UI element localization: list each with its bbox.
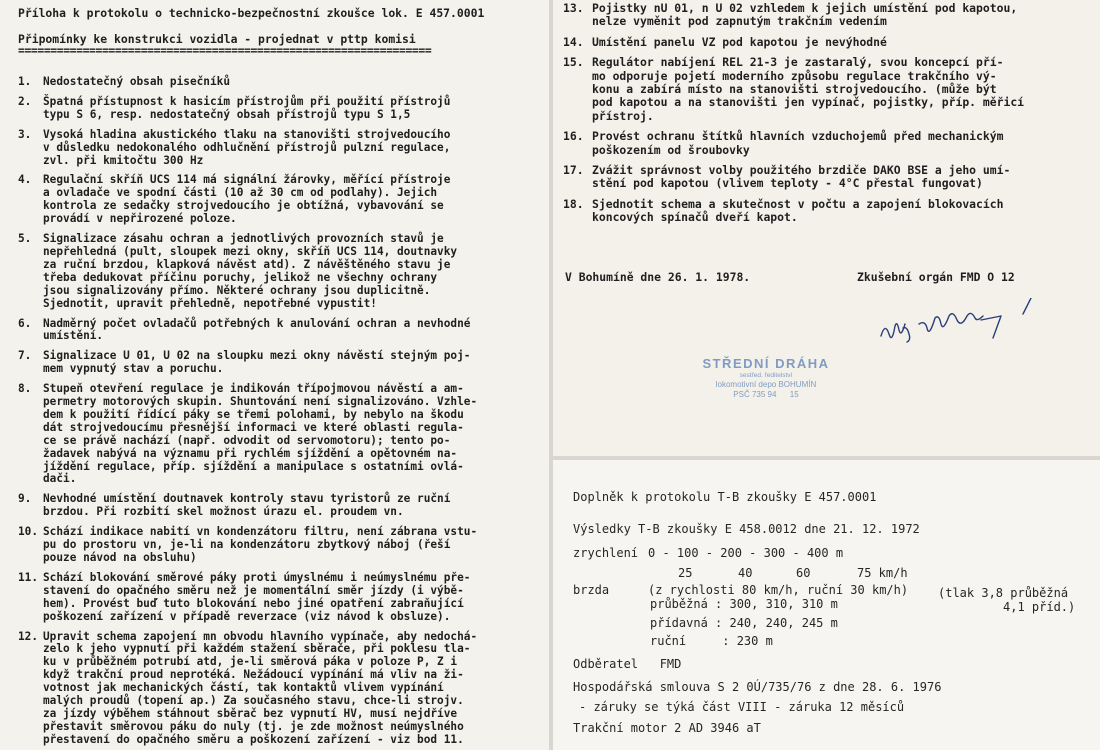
remark-line: Regulační skříň UCS 114 má signální žárovky, měřící přístroje [43, 173, 451, 187]
remark-number: 13. [563, 1, 584, 15]
remark-line: Umístění panelu VZ pod kapotou je nevýhodné [592, 34, 887, 49]
remark-text [43, 129, 450, 168]
remark-line: žadavek nabývá na významu při rychlém sjíždění a opětovném na- [43, 446, 458, 460]
remark-line: třeba dedukovat příčinu poruchy, jelikož ne všechny ochrany [43, 270, 438, 284]
remark-item [563, 164, 1088, 191]
remark-line: Nadměrný počet ovladačů potřebných k anulování ochran a nevhodné [43, 316, 471, 330]
remark-number: 7. [18, 349, 32, 363]
customer-line: Odběratel FMD [573, 657, 682, 671]
remark-number: 5. [18, 232, 32, 246]
remark-text [592, 130, 1003, 157]
remark-line: typu S 6, resp. nedostatečný obsah přístrojů typu S 1,5 [43, 107, 411, 121]
place-date: V Bohumíně dne 26. 1. 1978. [565, 270, 751, 284]
remark-line: zelo k jeho vypnutí při každém stažení sběrače, při poklesu tla- [43, 642, 471, 656]
remark-line: stění pod kapotou (vlivem teploty - 4°C přestal fungovat) [592, 176, 983, 191]
protocol-page-left [0, 0, 549, 750]
remarks-list [18, 76, 539, 747]
remark-item [18, 233, 539, 310]
remark-line: za jízdy výběhem stáhnout sběrač bez vypnutí HV, musí nejdříve [43, 706, 458, 720]
remark-line: Nedostatečný obsah pisečníků [43, 75, 231, 88]
remark-item [563, 36, 1088, 49]
accel-speed-3: 60 [796, 566, 811, 580]
remark-line: provádí v nepřirozené poloze. [43, 212, 237, 226]
remark-line: Upravit schema zapojení mn obvodu hlavního vypínače, aby nedochá- [43, 629, 478, 643]
remark-line: koncových spínačů dveří kapot. [592, 210, 798, 225]
remark-text [43, 383, 477, 486]
remark-line: pouze návod na obsluhu) [43, 551, 197, 564]
remark-line: přestavení do opačného směru a poškození zařízení - viz bod 11. [43, 732, 464, 746]
remark-text [43, 526, 477, 565]
remark-item [18, 383, 539, 486]
testing-authority: Zkušební orgán FMD O 12 [857, 270, 1015, 284]
remark-item [18, 493, 539, 519]
remark-number: 16. [563, 129, 584, 144]
remark-line: Provést ochranu štítků hlavních vzduchojemů před mechanickým [592, 129, 1004, 144]
brake-label: brzda [573, 583, 610, 597]
test-results-line: Výsledky T-B zkoušky E 458.0012 dne 21. 12. 1972 [573, 522, 920, 536]
remark-number: 3. [18, 127, 32, 141]
remark-line: Pojistky nU 01, n U 02 vzhledem k jejich umístění pod kapotou, [592, 1, 1018, 15]
remark-text [43, 174, 450, 226]
remark-line: Regulátor nabíjení REL 21-3 je zastaralý, svou koncepcí pří- [592, 55, 1004, 70]
remark-number: 14. [563, 34, 584, 49]
accel-speed-1: 25 [678, 566, 693, 580]
remark-line: brzdou. Při rozbití skel možnost úrazu el. proudem vn. [43, 505, 404, 519]
remark-number: 4. [18, 173, 32, 187]
remark-line: kontrola ze sedačky strojvedoucího je obtížná, vybavování se [43, 199, 444, 213]
traction-motor-line: Trakční motor 2 AD 3946 aT [573, 721, 761, 735]
remark-number: 12. [18, 629, 39, 643]
remark-number: 18. [563, 196, 584, 211]
remark-number: 9. [18, 492, 32, 506]
remark-text [43, 233, 457, 310]
remark-line: přístroj. [592, 108, 654, 123]
remark-line: dát strojvedoucímu přesnější informaci ve které oblasti regula- [43, 420, 464, 434]
remark-text [592, 56, 1024, 123]
remark-line: mo odporuje pojetí moderního způsobu regulace trakčního vý- [592, 68, 997, 83]
remark-line: a ovladače ve spodní části (10 až 30 cm od podlahy). Jejich [43, 186, 438, 200]
brake-continuous: průběžná : 300, 310, 310 m [650, 597, 838, 611]
remark-item [563, 2, 1088, 29]
remark-line: dem k použití řídící páky se třemi polohami, by nebylo na škodu [43, 407, 464, 421]
document-title: Příloha k protokolu o technicko-bezpečnostní zkoušce lok. E 457.0001 [18, 6, 485, 20]
remark-text [43, 572, 470, 624]
protocol-page-right [553, 0, 1100, 456]
remark-number: 11. [18, 570, 39, 584]
remark-line: v důsledku nedokonalého odhlučnění přístrojů pulzní regulace, [43, 140, 451, 154]
remark-line: stavení do opačného směru než je momentální směr jízdy (i výbě- [43, 583, 464, 597]
remark-line: Sjednotit schema a skutečnost v počtu a zapojení blokovacích [592, 196, 1004, 211]
remark-text [592, 164, 1010, 191]
supplement-title: Doplněk k protokolu T-B zkoušky E 457.0001 [573, 490, 877, 504]
remark-line: Signalizace zásahu ochran a jednotlivých provozních stavů je [43, 232, 444, 246]
remark-item [18, 96, 539, 122]
contract-line: Hospodářská smlouva S 2 0Ú/735/76 z dne 28. 6. 1976 [573, 680, 942, 694]
remark-item [18, 318, 539, 344]
remark-line: Sjednotit, upravit přehledně, nepotřebné vypustit! [43, 296, 377, 310]
remark-number: 10. [18, 525, 39, 539]
remark-text [43, 318, 470, 344]
remark-line: Stupeň otevření regulace je indikován třípojmovou návěstí a am- [43, 382, 464, 396]
remark-line: malých proudů (topení ap.) Za současného stavu, chce-li strojv. [43, 694, 464, 708]
remark-item [563, 198, 1088, 225]
remark-text [43, 350, 470, 376]
remark-line: umístění. [43, 329, 104, 343]
remark-line: mem vypnutý stav a poruchu. [43, 362, 224, 376]
supplement-page [553, 460, 1100, 750]
brake-conditions: (z rychlosti 80 km/h, ruční 30 km/h) [648, 583, 909, 597]
remark-line: Vysoká hladina akustického tlaku na stanovišti strojvedoucího [43, 127, 451, 141]
accel-speed-4: 75 km/h [857, 566, 908, 580]
remark-line: Špatná přístupnost k hasicím přístrojům při použití přístrojů [43, 94, 451, 108]
signature-line [565, 270, 1085, 284]
remark-number: 6. [18, 316, 32, 330]
remark-line: když trakční proud neprotéká. Nežádoucí vypínání má vliv na ži- [43, 668, 464, 682]
remark-line: Schází indikace nabití vn kondenzátoru filtru, není zábrana vstu- [43, 525, 478, 539]
remark-line: Signalizace U 01, U 02 na sloupku mezi okny návěstí stejným poj- [43, 349, 471, 363]
remark-line: pu do prostoru vn, je-li na kondenzátoru zbytkový náboj (řeší [43, 538, 451, 552]
handwritten-signature [873, 298, 1073, 348]
remark-line: ku v průběžném potrubí atd, je-li směrová páka v poloze P, Z i [43, 655, 458, 669]
remark-line: Schází blokování směrové páky proti úmyslnému i neúmyslnému pře- [43, 570, 471, 584]
remark-item [18, 174, 539, 226]
double-rule: ================================================================ [18, 46, 432, 54]
remark-text [43, 631, 477, 747]
accel-speed-2: 40 [738, 566, 753, 580]
remark-item [563, 56, 1088, 123]
remark-text [592, 36, 887, 49]
remark-line: poškození zařízení v případě reverzace (viz návod k obsluze). [43, 609, 451, 623]
remark-item [563, 130, 1088, 157]
remark-line: nepřehledná (pult, sloupek mezi okny, skříň UCS 114, doutnavky [43, 244, 458, 258]
remark-text [43, 493, 450, 519]
remark-line: zvl. při kmitočtu 300 Hz [43, 153, 204, 167]
official-stamp: STŘEDNÍ DRÁHA sestřed. ředitelství lokomotivní depo BOHUMÍN PSČ 735 94 15 [702, 356, 830, 399]
remark-text [592, 2, 1017, 29]
remark-line: poškozením od šroubovky [592, 142, 750, 157]
remark-number: 15. [563, 55, 584, 70]
remark-line: votnost jak mechanických částí, tak kontaktů vlivem vypínání [43, 681, 444, 695]
remark-line: přestavit směrovou páku do nuly (tj. je zde možnost neúmyslného [43, 719, 464, 733]
remark-line: konu a zabírá místo na stanovišti strojvedoucího. (může být [592, 82, 997, 97]
remark-line: ce se právě nachází (např. odvodit od servomotoru); tento po- [43, 433, 451, 447]
brake-manual: ruční : 230 m [650, 634, 773, 648]
document-subtitle: Připomínky ke konstrukci vozidla - projednat v pttp komisi [18, 32, 416, 46]
remark-line: jsou signalizovány přímo. Některé ochrany jsou duplicitně. [43, 283, 431, 297]
remark-text [592, 198, 1003, 225]
remark-line: pod kapotou a na stanovišti jen vypínač, pojistky, příp. měřicí [592, 95, 1025, 110]
remark-number: 17. [563, 163, 584, 178]
brake-pressure: (tlak 3,8 průběžná [938, 586, 1069, 600]
brake-auxiliary: přídavná : 240, 240, 245 m [650, 616, 838, 630]
remark-line: za ruční brzdou, klapková návěst atd). Z návěštěného stavu je [43, 257, 451, 271]
remark-text [43, 96, 450, 122]
remark-number: 8. [18, 382, 32, 396]
remark-line: Zvážit správnost volby použitého brzdiče DAKO BSE a jeho umí- [592, 163, 1011, 178]
remark-item [18, 76, 539, 89]
acceleration-label: zrychlení [573, 546, 639, 560]
remark-item [18, 350, 539, 376]
remarks-list-continued [563, 2, 1088, 225]
remark-line: permetry motorových skupin. Shuntování není signalizováno. Vzhle- [43, 395, 478, 409]
remark-item [18, 526, 539, 565]
remark-item [18, 631, 539, 747]
remark-line: Nevhodné umístění doutnavek kontroly stavu tyristorů ze ruční [43, 492, 451, 506]
acceleration-distances: 0 - 100 - 200 - 300 - 400 m [648, 546, 844, 560]
warranty-line: - záruky se týká část VIII - záruka 12 měsíců [579, 700, 905, 714]
remark-text [43, 76, 230, 89]
remark-line: nelze vyměnit pod zapnutým trakčním vedením [592, 14, 887, 29]
remark-line: dači. [43, 472, 77, 486]
remark-item [18, 572, 539, 624]
remark-item [18, 129, 539, 168]
remark-number: 1. [18, 75, 32, 88]
remark-number: 2. [18, 94, 32, 108]
remark-line: jíždění regulace, příp. sjíždění a manipulace s ostatními ovlá- [43, 459, 464, 473]
remark-line: hem). Provést buď tuto blokování nebo jiné opatření zabraňující [43, 596, 464, 610]
brake-pressure-aux: 4,1 příd.) [1003, 600, 1076, 614]
